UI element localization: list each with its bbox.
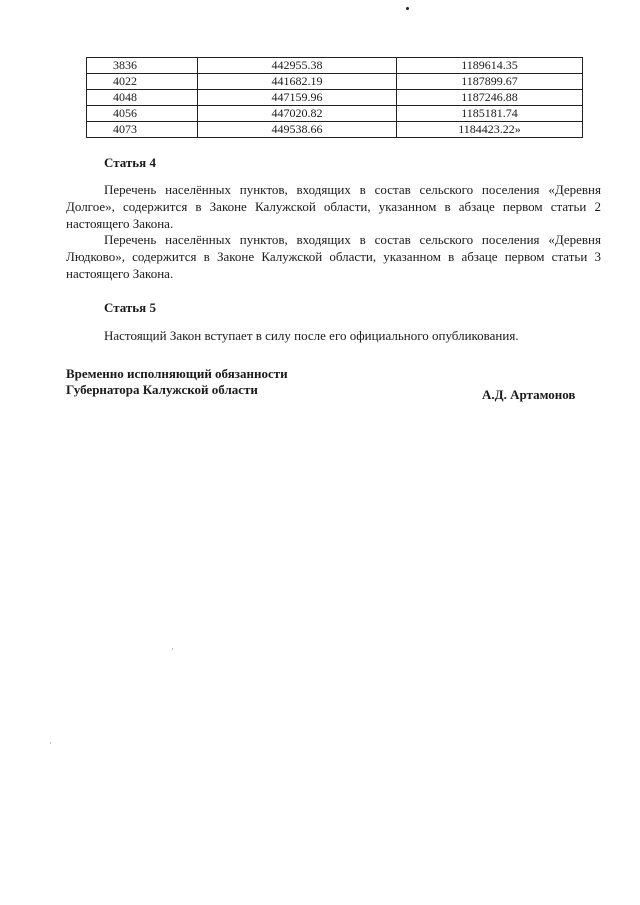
article-4-paragraph-2: Перечень населённых пунктов, входящих в состав сельского поселения «Деревня Людково», содержится в Законе Калужской области, указанном в абзаце первом статьи 3 настоящего Закона. [66,232,601,281]
y-coordinate-cell: 1185181.74 [397,106,583,122]
x-coordinate-cell: 447159.96 [198,90,397,106]
article-4-heading: Статья 4 [104,155,156,170]
y-coordinate-cell: 1187899.67 [397,74,583,90]
y-coordinate-cell: 1184423.22» [397,122,583,138]
y-coordinate-cell: 1187246.88 [397,90,583,106]
x-coordinate-cell: 447020.82 [198,106,397,122]
table-row [87,58,583,74]
x-coordinate-cell: 441682.19 [198,74,397,90]
scan-speck [172,648,173,650]
x-coordinate-cell: 449538.66 [198,122,397,138]
table-row [87,106,583,122]
x-coordinate-cell: 442955.38 [198,58,397,74]
table-row [87,74,583,90]
coordinates-table [86,57,583,138]
scan-speck [50,742,51,744]
signatory-position [66,366,288,398]
point-number-cell: 3836 [87,58,198,74]
scan-speck [406,7,409,10]
signatory-position-line-2: Губернатора Калужской области [66,382,258,397]
y-coordinate-cell: 1189614.35 [397,58,583,74]
article-5-paragraph-1: Настоящий Закон вступает в силу после его официального опубликования. [104,328,519,343]
point-number-cell: 4073 [87,122,198,138]
point-number-cell: 4022 [87,74,198,90]
point-number-cell: 4048 [87,90,198,106]
article-4-paragraph-1: Перечень населённых пунктов, входящих в состав сельского поселения «Деревня Долгое», содержится в Законе Калужской области, указанном в абзаце первом статьи 2 настоящего Закона. [66,182,601,231]
point-number-cell: 4056 [87,106,198,122]
table-row [87,122,583,138]
article-5-heading: Статья 5 [104,300,156,315]
signatory-name: А.Д. Артамонов [482,387,576,402]
table-row [87,90,583,106]
signatory-position-line-1: Временно исполняющий обязанности [66,366,288,381]
